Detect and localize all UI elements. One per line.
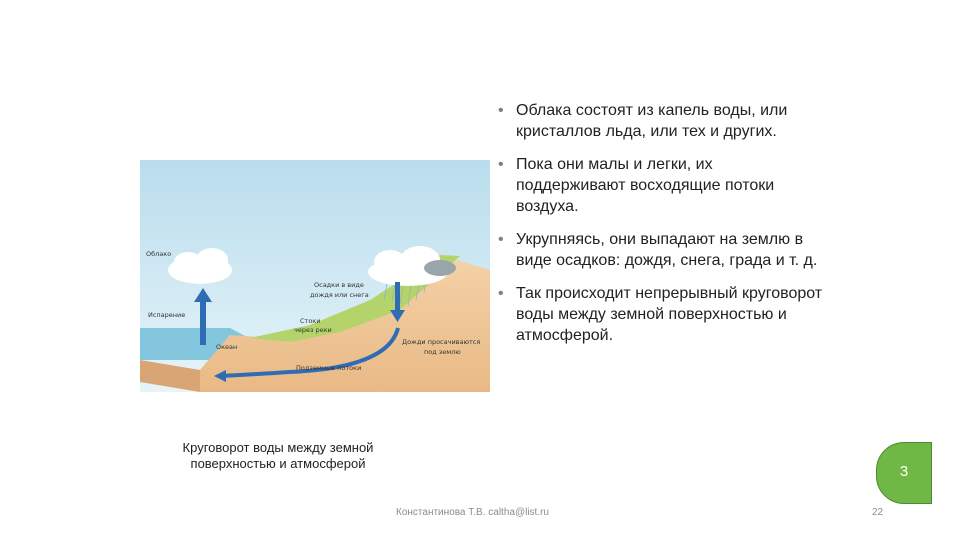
bullet-dot-icon: • [498,285,504,302]
label-precipitation-2: дождя или снега [310,291,369,299]
bullet-dot-icon: • [498,156,504,173]
footer-author: Константинова Т.В. caltha@list.ru [396,507,549,518]
bullet-dot-icon: • [498,231,504,248]
label-seepage-2: под землю [424,348,461,356]
label-groundwater: Подземные потоки [296,364,362,372]
bullet-item: • Так происходит непрерывный круговорот воды между земной поверхностью и атмосферой. [498,285,823,344]
bullet-item: • Укрупняясь, они выпадают на землю в виде осадков: дождя, снега, града и т. д. [498,231,818,269]
page-number: 22 [872,507,884,518]
label-seepage-1: Дожди просачиваются [402,338,481,346]
bullet-item: • Облака состоят из капель воды, или кристаллов льда, или тех и других. [498,102,788,140]
label-precipitation-1: Осадки в виде [314,281,364,289]
slide-number-tab [876,442,932,504]
diagram-caption: Круговорот воды между земной поверхностью и атмосферой [182,440,374,471]
label-ocean: Океан [216,343,238,351]
bullet-list [496,100,826,358]
water-cycle-illustration [140,160,490,392]
slide-number-label: 3 [899,463,909,480]
bullet-dot-icon: • [498,102,504,119]
label-evaporation: Испарение [148,311,186,319]
water-cycle-diagram [140,160,490,392]
label-runoff-1: Стоки [300,317,321,325]
label-runoff-2: через реки [294,326,332,334]
bullet-item: • Пока они малы и легки, их поддерживают восходящие потоки воздуха. [498,156,775,215]
label-cloud: Облако [146,250,172,258]
